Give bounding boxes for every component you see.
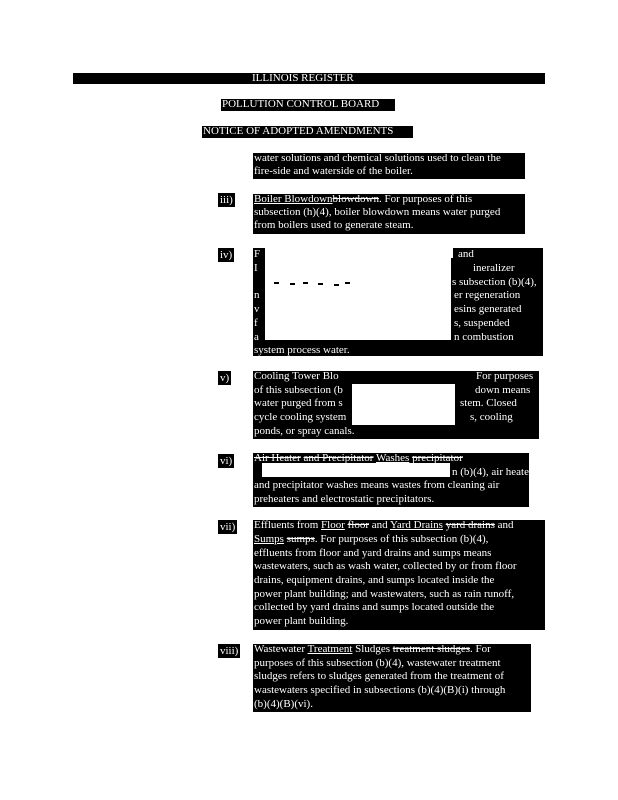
item-vii-t4: . For purposes of this subsection (b)(4), xyxy=(314,533,489,545)
item-vii-yard-new: Yard Drains xyxy=(389,519,443,531)
item-v-frag-3: of this subsection (b xyxy=(254,384,343,396)
item-vi-line-4: preheaters and electrostatic precipitators. xyxy=(254,493,435,505)
item-vii-floor-old: floor xyxy=(347,519,369,531)
board-title: POLLUTION CONTROL BOARD xyxy=(222,98,380,110)
item-viii-treatment-new: Treatment xyxy=(307,643,353,655)
item-vii-line-8: power plant building. xyxy=(254,615,349,627)
item-v-frag-2: For purposes xyxy=(476,370,534,382)
item-viii-old: treatment sludges xyxy=(392,643,471,655)
item-v-frag-4: down means xyxy=(475,384,531,396)
item-vii-line-3: effluents from floor and yard drains and sumps means xyxy=(254,547,492,559)
item-iv-redaction-top xyxy=(265,248,453,258)
item-vi-frag-3: Washes xyxy=(376,452,410,464)
item-iv-frag-7: er regeneration xyxy=(454,289,521,301)
item-viii-line-3: sludges refers to sludges generated from the treatment of xyxy=(254,670,504,682)
item-vii-line-7: collected by yard drains and sumps located outside the xyxy=(254,601,495,613)
item-viii-line-4: wastewaters specified in subsections (b)(4)(B)(i) through xyxy=(254,684,506,696)
item-iv-frag-5: s subsection (b)(4), xyxy=(452,276,537,288)
item-iv-frag-11: s, suspended xyxy=(454,317,510,329)
item-vii-t2: and xyxy=(369,519,390,531)
item-iii-title-old: blowdown xyxy=(332,193,379,205)
continuation-line-1: water solutions and chemical solutions used to clean the xyxy=(254,152,501,164)
item-viii-line-1 xyxy=(254,643,491,657)
item-vi-frag-5: n (b)(4), air heater xyxy=(452,466,533,478)
item-iv-frag-6: n xyxy=(254,289,260,301)
item-v-redaction xyxy=(352,384,455,425)
register-title: ILLINOIS REGISTER xyxy=(252,72,354,84)
item-iv-last-line: system process water. xyxy=(254,344,350,356)
item-iv-frag-9: esins generated xyxy=(454,303,522,315)
item-vii-sumps-new: Sumps xyxy=(254,533,284,545)
scan-speck xyxy=(345,282,350,284)
item-number-viii: viii) xyxy=(220,645,239,657)
item-vii-line-4: wastewaters, such as wash water, collected by or from floor xyxy=(254,560,517,572)
item-iv-frag-10: f xyxy=(254,317,258,329)
item-vii-line-1 xyxy=(254,519,514,533)
item-vi-frag-1: Air Heater xyxy=(254,452,301,464)
notice-title: NOTICE OF ADOPTED AMENDMENTS xyxy=(203,125,394,137)
item-v-frag-6: stem. Closed xyxy=(460,397,517,409)
item-viii-t3: . For xyxy=(470,643,491,655)
item-vii-floor-new: Floor xyxy=(321,519,345,531)
item-number-vi: vi) xyxy=(220,455,233,467)
item-vii-t3: and xyxy=(494,519,514,531)
item-number-iii: iii) xyxy=(220,194,233,206)
item-number-iv: iv) xyxy=(220,249,233,261)
scan-speck xyxy=(274,282,279,284)
item-vii-yard-old: yard drains xyxy=(445,519,495,531)
item-iv-frag-3: I xyxy=(254,262,258,274)
item-iii-line-1-rest: . For purposes of this xyxy=(378,193,473,205)
item-v-frag-1: Cooling Tower Blo xyxy=(254,370,339,382)
item-viii-line-2: purposes of this subsection (b)(4), wastewater treatment xyxy=(254,657,501,669)
scan-speck xyxy=(290,283,295,285)
item-vi-frag-2: and Precipitator xyxy=(303,452,374,464)
item-vi-line-3: and precipitator washes means wastes from cleaning air xyxy=(254,479,500,491)
item-viii-line-5: (b)(4)(B)(vi). xyxy=(254,698,313,710)
item-vii-line-5: drains, equipment drains, and sumps located inside the xyxy=(254,574,495,586)
item-iv-frag-1: F xyxy=(254,248,261,260)
item-vii-t1: Effluents from xyxy=(254,519,322,531)
scan-speck xyxy=(303,282,308,284)
item-iv-frag-13: n combustion xyxy=(454,331,514,343)
scan-speck xyxy=(318,283,323,285)
item-number-v: v) xyxy=(220,372,230,384)
continuation-line-2: fire-side and waterside of the boiler. xyxy=(254,165,413,177)
item-iii-line-1 xyxy=(254,193,472,207)
item-vi-frag-4: precipitator xyxy=(412,452,463,464)
item-vi-line-1 xyxy=(254,452,463,466)
item-v-last-line: ponds, or spray canals. xyxy=(254,425,355,437)
scan-speck xyxy=(334,284,339,286)
item-viii-t1: Wastewater xyxy=(254,643,308,655)
item-v-frag-8: s, cooling xyxy=(470,411,513,423)
item-iv-frag-4: ineralizer xyxy=(473,262,515,274)
item-number-vii: vii) xyxy=(220,521,236,533)
item-vii-sumps-old: sumps xyxy=(286,533,315,545)
item-iv-redaction xyxy=(265,258,451,340)
item-viii-t2: Sludges xyxy=(352,643,390,655)
item-iv-frag-2: and xyxy=(458,248,474,260)
item-iii-line-3: from boilers used to generate steam. xyxy=(254,219,414,231)
item-iv-frag-12: a xyxy=(254,331,259,343)
item-iv-frag-8: v xyxy=(254,303,260,315)
item-v-frag-7: cycle cooling system xyxy=(254,411,347,423)
item-vii-line-6: power plant building; and wastewaters, such as rain runoff, xyxy=(254,588,515,600)
item-vii-line-2 xyxy=(254,533,488,547)
item-iii-line-2: subsection (h)(4), boiler blowdown means water purged xyxy=(254,206,501,218)
item-v-frag-5: water purged from s xyxy=(254,397,343,409)
item-iii-title-new: Boiler Blowdown xyxy=(254,193,333,205)
